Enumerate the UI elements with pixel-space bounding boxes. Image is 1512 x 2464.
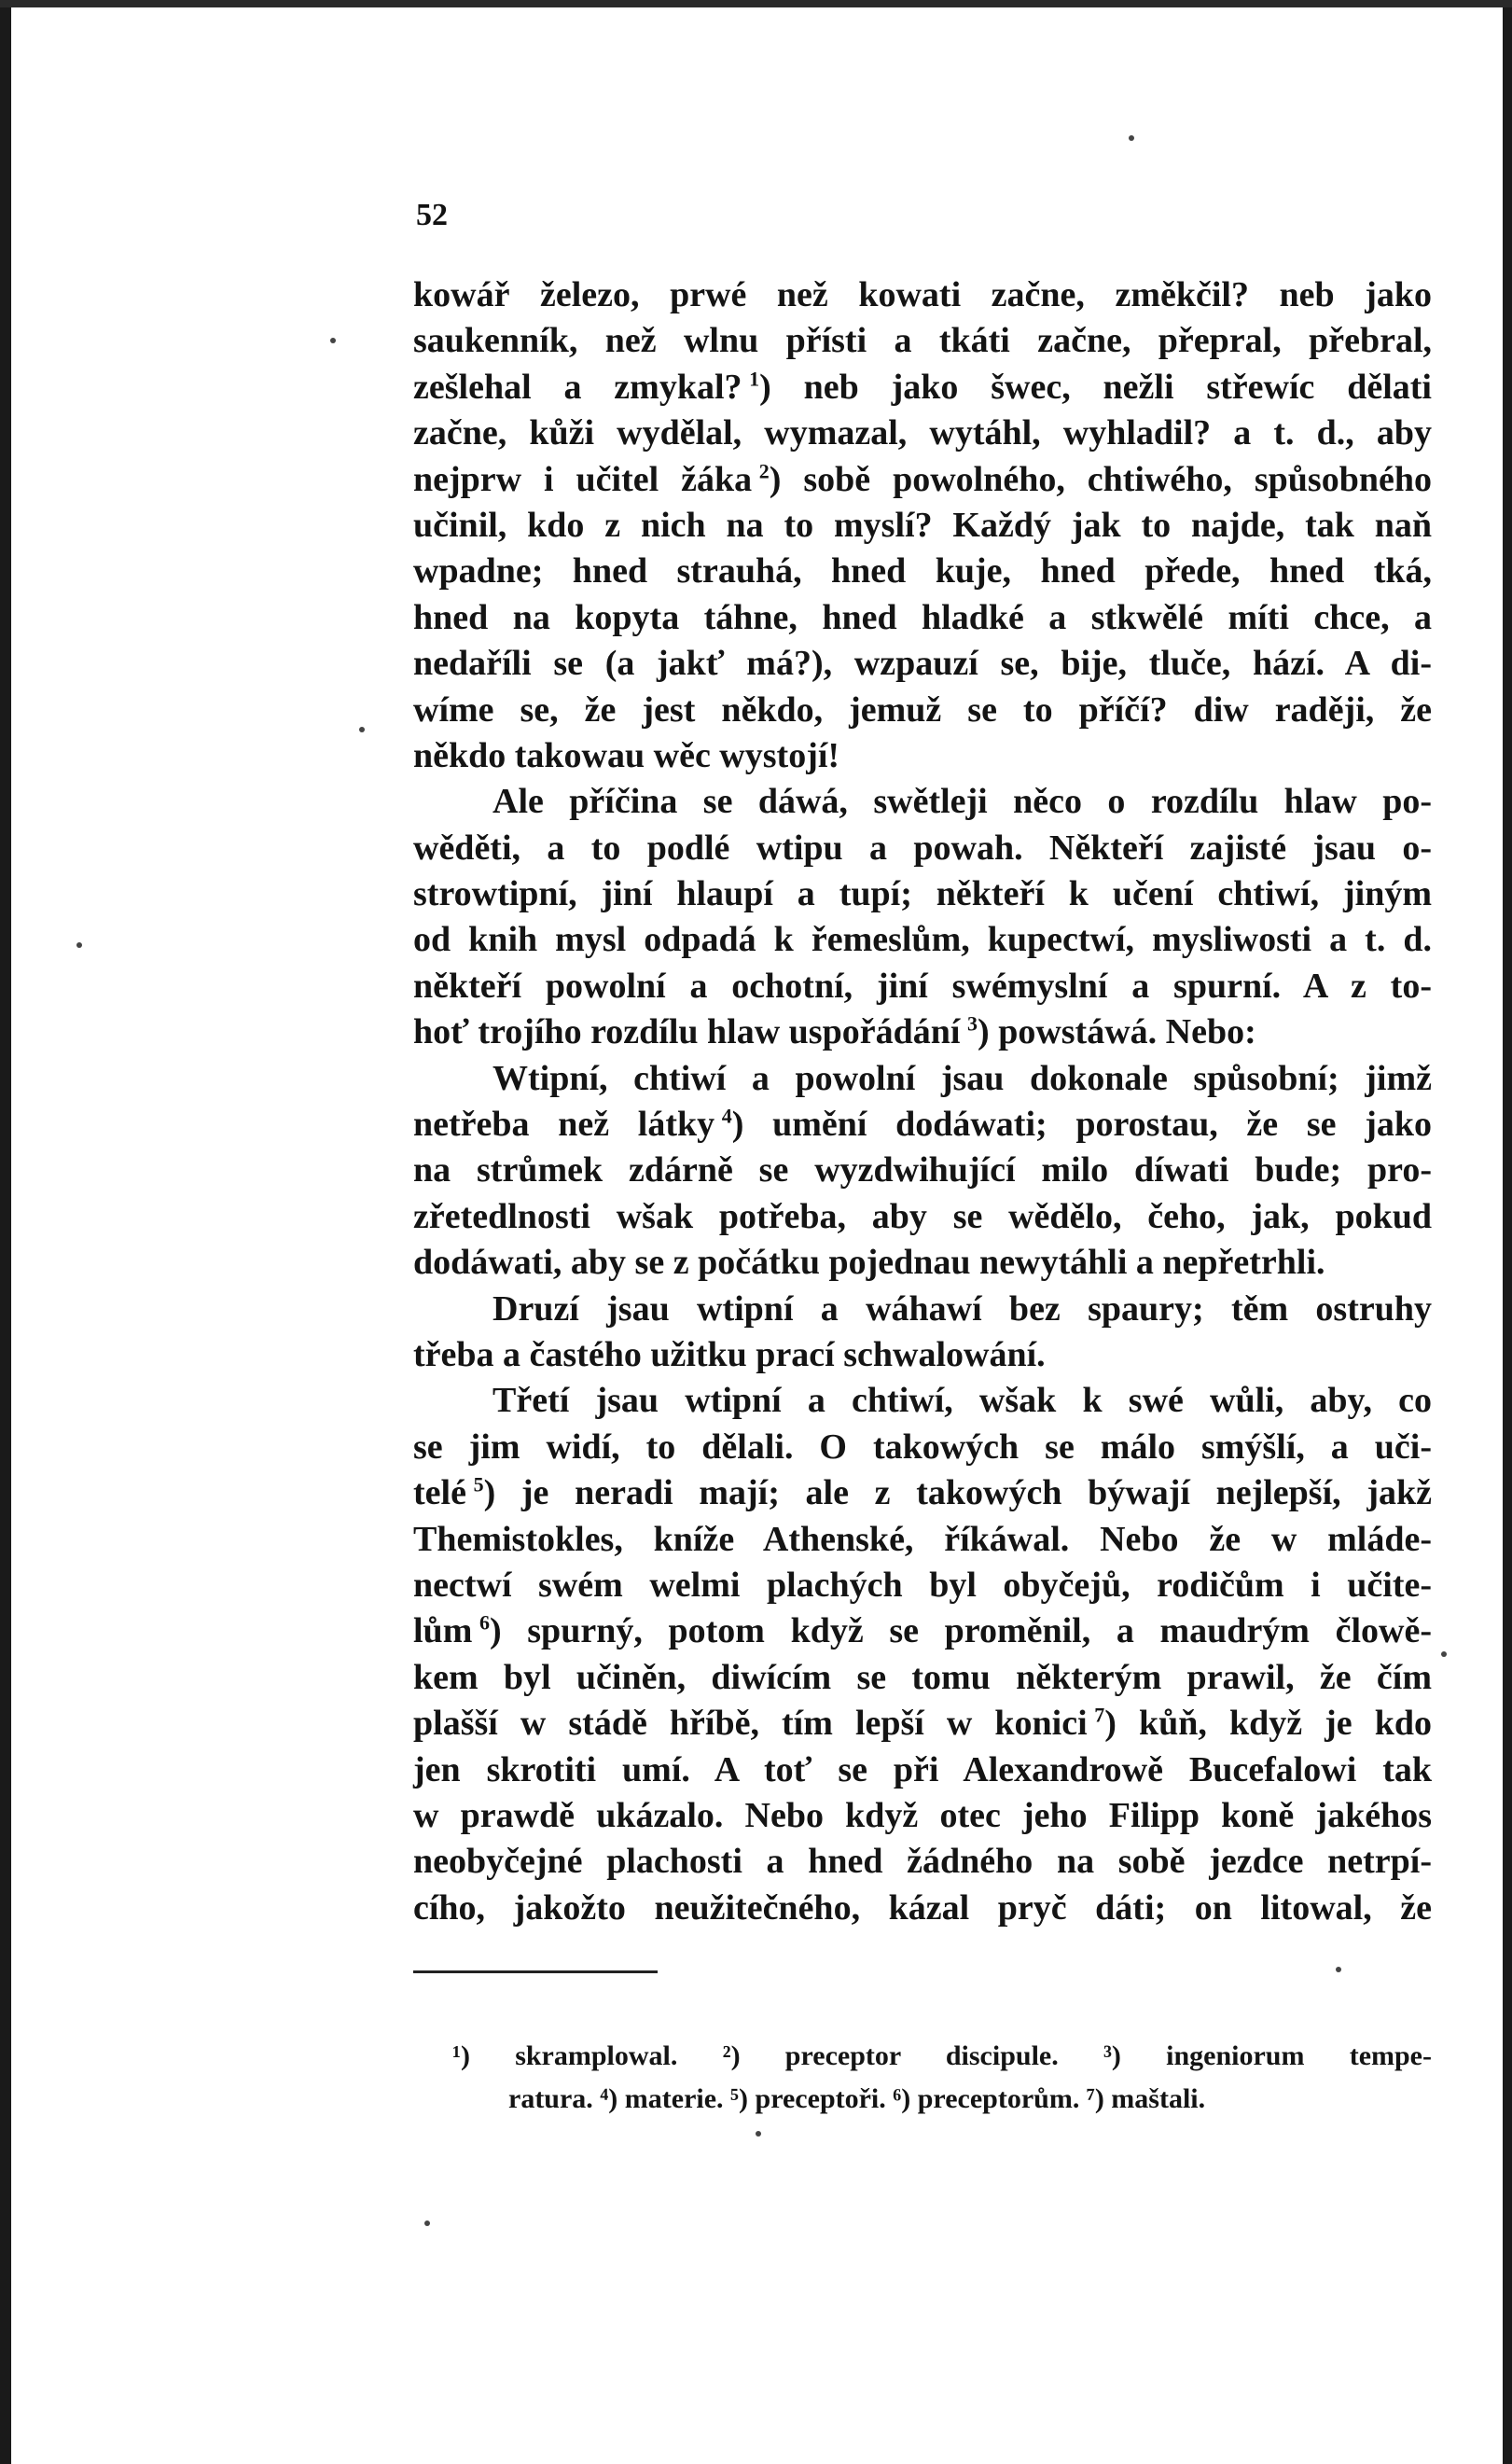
text-line [413,779,1432,825]
text-line [413,365,1432,411]
line-text: wěděti, a to podlé wtipu a powah. Někteří zajisté jsau o- [413,828,1432,868]
line-text: Themistokles, kníže Athenské, říkáwal. Nebo že w mláde- [413,1519,1432,1559]
line-text: telé [413,1473,466,1513]
scan-speck [359,727,365,732]
text-line [413,318,1432,364]
line-text: kowář železo, prwé než kowati začne, změkčil? neb jako [413,275,1432,314]
footnote-marker: $^6$) [479,1610,502,1651]
text-line [413,1701,1432,1747]
scan-speck [1441,1651,1447,1657]
line-text: strowtipní, jiní hlaupí a tupí; někteří k učení chtiwí, jiným [413,874,1432,914]
line-text: se jim widí, to dělali. O takowých se málo smýšlí, a uči- [413,1427,1432,1467]
line-text: hoť trojího rozdílu hlaw uspořádání [413,1012,961,1052]
line-text: Třetí jsau wtipní a chtiwí, wšak k swé wůli, aby, co [492,1381,1432,1421]
scan-edge-right [1503,0,1512,2464]
line-text-tail: je neradi mají; ale z takowých býwají nejlepší, jakž [495,1473,1432,1513]
line-text: lům [413,1611,473,1651]
line-text: cího, jakožto neužitečného, kázal pryč dáti; on litowal, že [413,1887,1432,1928]
line-text: kem byl učiněn, diwícím se tomu některým prawil, že čím [413,1657,1432,1697]
text-line [413,549,1432,594]
footnote-rule [413,1970,658,1973]
line-text: neobyčejné plachosti a hned žádného na sobě jezdce netrpí- [413,1842,1432,1882]
text-line [413,1009,1432,1055]
footnote-marker: $^4$) [721,1104,744,1145]
text-line [413,1608,1432,1654]
scan-speck [756,2131,761,2137]
text-line [413,733,1432,779]
scan-speck [76,942,82,948]
line-text: někteří powolní a ochotní, jiní swémyslní a spurní. A z to- [413,966,1432,1006]
line-text-tail: neb jako šwec, nežli střewíc dělati [770,367,1432,407]
line-text: Ale příčina se dáwá, swětleji něco o rozdílu hlaw po- [492,782,1432,822]
text-line [413,1470,1432,1516]
footnote-marker: $^5$) [473,1472,496,1513]
text-line [413,503,1432,549]
text-line [413,1194,1432,1240]
line-text-tail: kůň, když je kdo [1116,1704,1432,1744]
line-text: w prawdě ukázalo. Nebo když otec jeho Filipp koně jakéhos [413,1795,1432,1835]
scan-speck [424,2220,430,2226]
text-line [413,917,1432,963]
text-line [413,1839,1432,1885]
scan-speck [330,338,336,343]
footnote-number: 7 [1094,1703,1105,1727]
line-text-tail: spurný, potom když se proměnil, a maudrým člowě- [501,1611,1432,1651]
line-text: wíme se, že jest někdo, jemuž se to příčí? diw raději, že [413,689,1432,730]
line-text: hned na kopyta táhne, hned hladké a stkwělé míti chce, a [413,597,1432,637]
scan-edge-left [0,0,11,2464]
footnote-number: 3 [967,1011,978,1036]
line-text: třeba a častého užitku prací schwalowání. [413,1334,1046,1374]
text-line [413,411,1432,456]
footnote-number: 2 [758,458,770,482]
text-line [413,1425,1432,1470]
footnote-marker: $^2$) [758,458,782,499]
text-line [413,457,1432,503]
footnote-number: 6 [479,1610,490,1635]
text-line [413,964,1432,1009]
line-text: někdo takowau wěc wystojí! [413,735,840,775]
text-line [413,641,1432,687]
footnote-marker: $^7$) [1094,1703,1117,1744]
line-text: saukenník, než wlnu přísti a tkáti začne, přepral, přebral, [413,321,1432,361]
text-line [413,1378,1432,1424]
line-text-tail: powstáwá. Nebo: [989,1012,1256,1052]
text-line [413,1747,1432,1793]
text-line [413,1886,1432,1931]
text-line [413,1793,1432,1839]
footnotes [452,2035,1432,2121]
line-text: Druzí jsau wtipní a wáhawí bez spaury; těm ostruhy [492,1288,1432,1329]
text-line [413,595,1432,641]
text-line [413,272,1432,318]
footnote-number: 4 [721,1104,732,1128]
line-text: zešlehal a zmykal? [413,367,742,407]
line-text: netřeba než látky [413,1105,715,1145]
scan-speck [1336,1967,1341,1972]
text-line [413,1240,1432,1286]
text-line [413,871,1432,917]
text-line [413,688,1432,733]
line-text: od knih mysl odpadá k řemeslům, kupectwí, mysliwosti a t. d. [413,920,1432,960]
text-line [413,1517,1432,1563]
line-text-tail: sobě powolného, chtiwého, spůsobného [781,459,1432,499]
line-text: dodáwati, aby se z počátku pojednau newytáhli a nepřetrhli. [413,1243,1325,1283]
line-text: nedaříli se (a jakť má?), wzpauzí se, bije, tluče, hází. A di- [413,644,1432,684]
page-number: 52 [416,198,448,232]
line-text: jen skrotiti umí. A toť se při Alexandrowě Bucefalowi tak [413,1749,1432,1789]
line-text: wpadne; hned strauhá, hned kuje, hned přede, hned tká, [413,551,1432,592]
text-line [413,1655,1432,1701]
text-line [413,1563,1432,1608]
footnote-marker: $^3$) [967,1011,990,1052]
text-line [413,1287,1432,1332]
text-line [413,1102,1432,1148]
line-text: Wtipní, chtiwí a powolní jsau dokonale spůsobní; jimž [492,1058,1432,1098]
text-line [413,1056,1432,1102]
scan-speck [1129,135,1134,141]
footnote-line: ratura. ⁴) materie. ⁵) preceptoři. ⁶) preceptorům. ⁷) maštali. [508,2083,1206,2114]
line-text: na strůmek zdárně se wyzdwihující milo díwati bude; pro- [413,1150,1432,1190]
scan-edge-top [0,0,1512,7]
footnote-number: 5 [473,1472,484,1496]
line-text: začne, kůži wydělal, wymazal, wytáhl, wyhladil? a t. d., aby [413,413,1432,453]
footnote-line: ¹) skramplowal. ²) preceptor discipule. ³) ingeniorum tempe- [452,2040,1432,2071]
text-line [413,1148,1432,1193]
line-text: zřetedlnosti wšak potřeba, aby se wědělo, čeho, jak, pokud [413,1196,1432,1236]
line-text: nejprw i učitel žáka [413,459,753,499]
body-text [413,272,1432,1931]
text-line [413,826,1432,871]
footnote-number: 1 [749,367,760,391]
line-text: nectwí swém welmi plachých byl obyčejů, rodičům i učite- [413,1565,1432,1605]
footnote-marker: $^1$) [749,367,771,407]
line-text: učinil, kdo z nich na to myslí? Každý jak to najde, tak naň [413,505,1432,545]
text-line [413,1332,1432,1378]
line-text-tail: umění dodáwati; porostau, že se jako [743,1105,1432,1145]
line-text: plašší w stádě hříbě, tím lepší w konici [413,1704,1088,1744]
